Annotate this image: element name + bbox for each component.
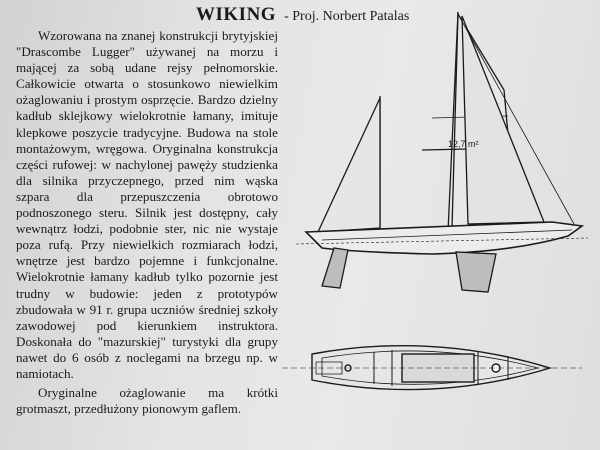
designer-credit: - Proj. Norbert Patalas xyxy=(284,9,410,24)
centreboard xyxy=(456,252,496,292)
mizzen-sail xyxy=(318,98,380,232)
side-elevation-drawing xyxy=(282,0,598,300)
article-paragraph: Wzorowana na znanej konstrukcji brytyjskiej "Drascombe Lugger" używanej na morzu i mającej za sobą udane rejsy pełnomorskie. Całkowicie otwarta o stosunkowo niewielkim ożaglowaniu i prostym osprzęcie. Bardzo dzielny kadłub sklejkowy wielokrotnie łamany, imituje klepkowe poszycie tradycyjne. Budowa na stole montażowym, wręgowa. Oryginalna konstrukcja części rufowej: w nachylonej pawęży studzienka dla silnika przyczepnego, przed nim wąska szpara dla przepuszczenia obrotowo podnoszonego steru. Silnik jest dostępny, cały wewnątrz łodzi, podobnie ster, nic nie wystaje poza rufą. Przy niewielkich rozmiarach łodzi, wnętrze jest bardzo pojemne i funkcjonalne. Wielokrotnie łamany kadłub tylko pozornie jest trudny w budowie: jeden z prototypów zbudowała w 91 r. grupa uczniów średniej szkoły zawodowej pod kierunkiem instruktora. Doskonała do "mazurskiej" turystyki dla grupy nawet do 6 osób z noclegami na brzegu np. w namiotach. xyxy=(16,28,278,381)
deck-plan-drawing xyxy=(282,318,582,438)
sail-area-label: 12,7 m² xyxy=(448,139,479,149)
rudder xyxy=(322,248,348,288)
jib-sail xyxy=(462,16,544,224)
boat-title: WIKING xyxy=(196,4,277,25)
article-body xyxy=(16,28,278,417)
article-paragraph: Oryginalne ożaglowanie ma krótki grotmaszt, przedłużony pionowym gaflem. xyxy=(16,385,278,417)
